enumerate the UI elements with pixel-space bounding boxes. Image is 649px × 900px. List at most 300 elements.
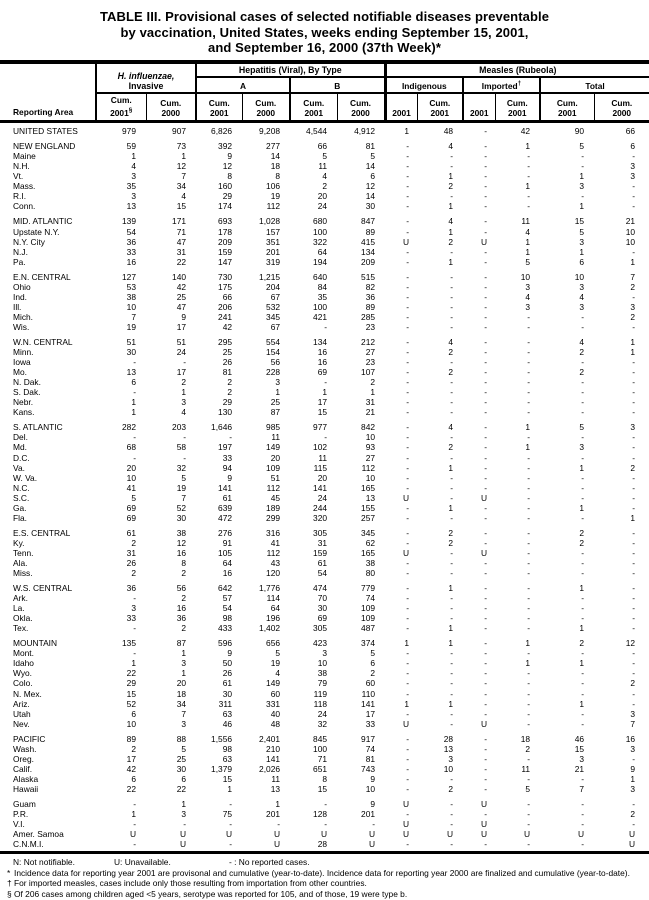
value-cell: - [406,472,410,483]
value-cell: 25 [176,753,187,764]
reporting-area-cell: N.H. [13,161,30,172]
value-cell: - [229,799,233,809]
value-cell: 15 [317,783,328,794]
value-cell: 3 [275,377,281,388]
value-cell: - [406,311,410,322]
hepatitis-group-header: Hepatitis (Viral), By Type [196,62,385,78]
value-cell: 7 [630,718,636,729]
value-cell: 295 [218,336,233,347]
reporting-area-cell: Minn. [13,347,34,358]
value-cell: 98 [222,613,233,624]
value-cell: 2 [630,809,636,820]
value-cell: 299 [266,512,281,523]
value-cell: 87 [270,407,281,418]
value-cell: - [484,472,488,483]
value-cell: 2 [131,568,136,579]
value-cell: - [527,357,531,368]
value-cell: 100 [313,743,328,754]
value-cell: 201 [266,246,281,257]
value-cell: - [406,658,410,669]
value-cell: U [402,547,410,558]
value-cell: - [484,593,488,604]
reporting-area-cell: Wis. [13,321,30,332]
value-cell: 51 [176,336,187,347]
value-cell: 5 [525,783,531,794]
value-cell: - [450,191,454,202]
value-cell: 345 [361,527,376,538]
value-cell: - [632,753,636,764]
value-cell: 985 [266,422,281,433]
title-line-1: TABLE III. Provisional cases of selected notifiable diseases preventable [99,9,550,24]
value-cell: - [632,658,636,669]
value-cell: - [406,181,410,192]
value-cell: 2 [322,181,328,192]
value-cell: 61 [222,492,233,503]
value-cell: - [450,708,454,719]
value-cell: 1 [181,668,187,679]
value-cell: 56 [270,357,281,368]
value-cell: - [632,623,636,634]
value-cell: 93 [365,442,376,453]
value-cell: 1 [525,422,531,433]
value-cell: 2 [448,537,454,548]
value-cell: 10 [520,271,531,282]
value-cell: 206 [218,301,233,312]
table-row [0,387,649,397]
value-cell: 3 [630,301,636,312]
value-cell: 4 [448,216,454,227]
value-cell: U [179,829,187,840]
value-cell: 42 [126,763,136,774]
value-cell: - [406,527,410,538]
value-cell: - [450,613,454,624]
value-cell: - [484,311,488,322]
value-cell: 3 [630,783,636,794]
value-cell: - [406,151,410,162]
value-cell: - [450,281,454,292]
value-cell: - [406,482,410,493]
value-cell: - [632,181,636,192]
value-cell: 421 [313,311,328,322]
reporting-area-cell: N.C. [13,482,30,493]
value-cell: 20 [317,191,328,202]
value-cell: - [527,377,531,388]
value-cell: 6,826 [211,126,233,137]
value-cell: 201 [266,809,281,820]
value-cell: - [484,512,488,523]
value-cell: 979 [122,126,136,137]
reporting-area-cell: MID. ATLANTIC [13,216,73,227]
reporting-area-cell: W.N. CENTRAL [13,336,73,347]
value-cell: 13 [270,783,281,794]
table-row [0,603,649,613]
value-cell: - [406,347,410,358]
value-cell: - [581,613,585,624]
value-cell: 319 [266,256,281,267]
value-cell: - [632,557,636,568]
value-cell: - [484,537,488,548]
value-cell: - [183,357,187,368]
value-cell: 26 [222,357,233,368]
value-cell: - [406,256,410,267]
value-cell: 3 [630,422,636,433]
value-cell: - [581,321,585,332]
total-subheader: Total [540,77,649,93]
value-cell: 134 [313,336,328,347]
value-cell: - [527,537,531,548]
table-row [0,613,649,623]
value-cell: - [133,432,136,443]
value-cell: 42 [222,321,233,332]
value-cell: U [480,829,488,840]
value-cell: 6 [181,773,187,784]
column-header-total-cum2000: Cum. 2000 [594,93,649,121]
value-cell: 81 [365,753,376,764]
value-cell: - [450,321,454,332]
value-cell: 276 [218,527,233,538]
value-cell: 38 [317,668,328,679]
value-cell: - [324,432,328,443]
value-cell: 12 [625,638,636,649]
value-cell: 89 [365,301,376,312]
table-row [0,719,649,729]
value-cell: - [581,819,585,830]
table-row [0,668,649,678]
value-cell: 22 [126,783,136,794]
value-cell: 4 [525,291,531,302]
table-row [0,744,649,754]
value-cell: 54 [222,603,233,614]
value-cell: 392 [218,141,233,152]
value-cell: - [527,708,531,719]
value-cell: - [183,452,187,463]
value-cell: - [406,336,410,347]
value-cell: 34 [176,181,187,192]
table-row [0,122,649,137]
value-cell: 40 [270,708,281,719]
value-cell: 56 [176,583,187,594]
value-cell: 7 [181,492,187,503]
value-cell: - [527,336,531,347]
value-cell: - [527,161,531,172]
value-cell: - [133,819,136,830]
reporting-area-cell: N.J. [13,246,28,257]
reporting-area-cell: Iowa [13,357,31,368]
value-cell: 15 [176,201,187,212]
value-cell: - [527,462,531,473]
value-cell: 71 [176,226,187,237]
value-cell: 1 [275,799,281,809]
value-cell: - [632,291,636,302]
value-cell: 1 [370,387,376,398]
value-cell: 79 [317,678,328,689]
value-cell: U [480,718,488,729]
value-cell: - [632,583,636,594]
value-cell: - [406,397,410,408]
value-cell: - [450,291,454,302]
value-cell: - [450,397,454,408]
value-cell: 5 [322,151,328,162]
value-cell: 1,402 [259,623,281,634]
value-cell: - [277,819,281,830]
value-cell: - [484,246,488,257]
value-cell: 33 [126,246,136,257]
value-cell: - [527,201,531,212]
value-cell: 1 [525,442,531,453]
value-cell: 596 [218,638,233,649]
value-cell: 18 [270,161,281,172]
value-cell: 4 [579,291,585,302]
table-row [0,513,649,523]
reporting-area-cell: Mich. [13,311,34,322]
value-cell: U [577,829,585,840]
value-cell: 16 [176,603,187,614]
value-cell: 4 [181,407,187,418]
value-cell: 3 [630,161,636,172]
value-cell: 69 [126,512,136,523]
hep-a-subheader: A [196,77,290,93]
value-cell: 2 [579,638,585,649]
value-cell: 16 [317,347,328,358]
value-cell: 18 [176,688,187,699]
value-cell: 7 [181,708,187,719]
table-row [0,699,649,709]
value-cell: - [450,387,454,398]
value-cell: 9,208 [259,126,281,137]
value-cell: 81 [365,141,376,152]
value-cell: U [225,829,233,840]
value-cell: - [133,648,136,659]
value-cell: 38 [126,291,136,302]
value-cell: - [406,462,410,473]
value-cell: 13 [365,492,376,503]
value-cell: - [581,799,585,809]
value-cell: 2 [630,678,636,689]
value-cell: U [480,799,488,809]
value-cell: - [632,397,636,408]
value-cell: 17 [126,753,136,764]
value-cell: 64 [222,557,233,568]
value-cell: 4 [322,171,328,182]
value-cell: U [480,819,488,830]
value-cell: 46 [222,718,233,729]
value-cell: - [581,357,585,368]
value-cell: 154 [266,347,281,358]
value-cell: - [581,547,585,558]
value-cell: 70 [317,593,328,604]
reporting-area-cell: Vt. [13,171,24,182]
table-row [0,417,649,432]
value-cell: 554 [266,336,281,347]
value-cell: 842 [361,422,376,433]
value-cell: - [406,763,410,774]
value-cell: 28 [443,733,454,744]
value-cell: - [406,593,410,604]
table-row [0,201,649,211]
table-row [0,754,649,764]
value-cell: 487 [361,623,376,634]
value-cell: 3 [579,753,585,764]
value-cell: 20 [176,678,187,689]
value-cell: 30 [365,201,376,212]
value-cell: 71 [317,753,328,764]
table-row [0,764,649,774]
value-cell: 14 [365,191,376,202]
value-cell: 14 [270,151,281,162]
value-cell: - [632,432,636,443]
value-cell: 18 [520,733,531,744]
reporting-area-cell: Ark. [13,593,28,604]
reporting-area-cell: Mass. [13,181,36,192]
value-cell: 10 [126,472,136,483]
value-cell: - [484,171,488,182]
table-row [0,377,649,387]
value-cell: 209 [218,236,233,247]
value-cell: 31 [365,397,376,408]
value-cell: - [632,527,636,538]
value-cell: U [368,829,376,840]
table-row [0,794,649,809]
table-row [0,678,649,688]
value-cell: 42 [176,281,187,292]
value-cell: 178 [218,226,233,237]
value-cell: 14 [365,161,376,172]
value-cell: 24 [317,708,328,719]
table-row [0,151,649,161]
value-cell: - [581,407,585,418]
value-cell: 1,776 [259,583,281,594]
value-cell: 51 [126,336,136,347]
value-cell: - [133,357,136,368]
value-cell: - [450,568,454,579]
reporting-area-cell: W. Va. [13,472,38,483]
value-cell: 10 [574,271,585,282]
value-cell: - [581,688,585,699]
value-cell: - [581,311,585,322]
value-cell: 11 [271,432,281,443]
value-cell: 30 [126,347,136,358]
value-cell: 515 [361,271,376,282]
value-cell: 13 [443,743,454,754]
value-cell: 316 [266,527,281,538]
value-cell: - [406,357,410,368]
value-cell: - [484,668,488,679]
value-cell: 3 [579,236,585,247]
reporting-area-cell: E.S. CENTRAL [13,527,71,538]
value-cell: 241 [218,311,233,322]
value-cell: 100 [313,301,328,312]
value-cell: - [484,377,488,388]
value-cell: 322 [313,236,328,247]
value-cell: - [581,387,585,398]
value-cell: - [484,291,488,302]
column-header-imported-2001: 2001 [463,93,495,121]
value-cell: 11 [521,763,531,774]
table-row [0,292,649,302]
value-cell: 1 [579,658,585,669]
value-cell: - [527,648,531,659]
value-cell: 4 [525,226,531,237]
value-cell: 17 [365,708,376,719]
value-cell: 33 [126,613,136,624]
value-cell: - [484,603,488,614]
value-cell: 109 [266,462,281,473]
value-cell: 36 [365,291,376,302]
value-cell: 5 [370,151,376,162]
value-cell: 532 [266,301,281,312]
hflu-line1: H. influenzae, [117,71,175,82]
value-cell: 10 [317,658,328,669]
value-cell: - [406,422,410,433]
value-cell: 107 [361,367,376,378]
value-cell: - [450,357,454,368]
value-cell: 210 [266,743,281,754]
value-cell: 2 [448,236,454,247]
value-cell: 120 [266,568,281,579]
column-header-hepb-cum2000: Cum. 2000 [337,93,385,121]
value-cell: - [527,839,531,850]
value-cell: - [527,593,531,604]
value-cell: - [406,442,410,453]
value-cell: 3 [181,809,187,820]
value-cell: 423 [313,638,328,649]
value-cell: - [581,161,585,172]
value-cell: 60 [270,688,281,699]
reporting-area-cell: Mont. [13,648,34,659]
value-cell: 1 [448,638,454,649]
value-cell: 155 [361,502,376,513]
value-cell: - [450,407,454,418]
value-cell: - [406,678,410,689]
value-cell: 6 [131,708,136,719]
value-cell: 1,028 [259,216,281,227]
table-row [0,839,649,853]
value-cell: 69 [126,502,136,513]
value-cell: 2,401 [259,733,281,744]
value-cell: 282 [122,422,136,433]
table-header [0,62,649,122]
value-cell: - [527,623,531,634]
value-cell: 175 [218,281,233,292]
value-cell: 159 [313,547,328,558]
value-cell: 1 [404,126,410,137]
value-cell: - [527,753,531,764]
reporting-area-cell: D.C. [13,452,30,463]
value-cell: 10 [625,236,636,247]
value-cell: 30 [317,603,328,614]
value-cell: - [484,452,488,463]
value-cell: - [406,733,410,744]
value-cell: - [406,367,410,378]
value-cell: 31 [126,547,136,558]
value-cell: 11 [318,452,328,463]
value-cell: - [527,472,531,483]
value-cell: 9 [370,799,376,809]
value-cell: - [406,216,410,227]
value-cell: - [484,783,488,794]
value-cell: - [581,839,585,850]
reporting-area-cell: Wyo. [13,668,33,679]
value-cell: - [406,557,410,568]
value-cell: 29 [126,678,136,689]
value-cell: - [581,377,585,388]
value-cell: - [527,512,531,523]
title-line-2: by vaccination, United States, weeks ending September 15, 2001, [120,24,529,40]
value-cell: 149 [266,442,281,453]
value-cell: 3 [131,603,136,614]
reporting-area-cell: Ariz. [13,698,30,709]
value-cell: 63 [222,753,233,764]
